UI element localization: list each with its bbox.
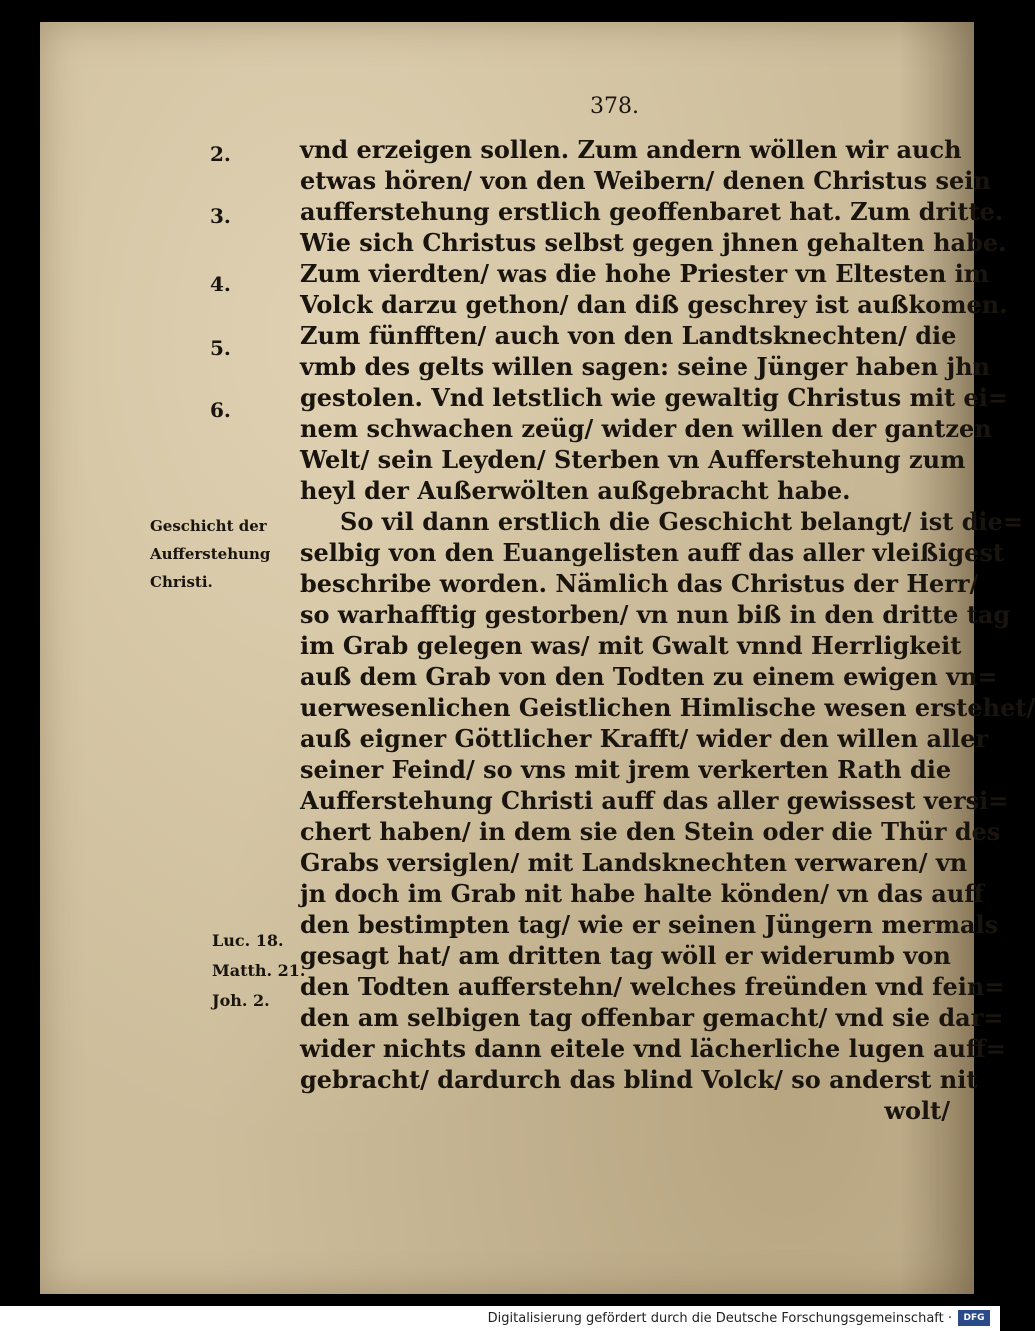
margin-note-references [212,926,362,1016]
text-line: jn doch im Grab nit habe halte könden/ vn das auff [300,879,984,908]
line-number: 2. [210,142,231,166]
funding-notice: Digitalisierung gefördert durch die Deutsche Forschungsgemeinschaft · [487,1311,952,1326]
text-line: nem schwachen zeüg/ wider den willen der gantzen [300,414,992,443]
text-line: selbig von den Euangelisten auff das aller vleißigest [300,538,1005,567]
line-number: 6. [210,398,231,422]
page-number: 378. [590,94,639,119]
margin-note-line: Geschicht der [150,517,267,535]
text-line: uerwesenlichen Geistlichen Himlische wesen erstehet/ [300,693,1035,722]
margin-reference: Matth. 21. [212,961,306,980]
text-line: heyl der Außerwölten außgebracht habe. [300,476,851,505]
text-line: gebracht/ dardurch das blind Volck/ so anderst nit [300,1065,978,1094]
text-line: Wie sich Christus selbst gegen jhnen gehalten habe. [300,228,1007,257]
paragraph-start-line: So vil dann erstlich die Geschicht belangt/ ist die= [340,507,1023,536]
text-line: so warhafftig gestorben/ vn nun biß in den dritte tag [300,600,1011,629]
text-line: Zum vierdten/ was die hohe Priester vn Eltesten im [300,259,990,288]
catchword-line: wolt/ [884,1096,950,1125]
text-line: Welt/ sein Leyden/ Sterben vn Aufferstehung zum [300,445,966,474]
text-line: vnd erzeigen sollen. Zum andern wöllen wir auch [300,135,962,164]
text-line: den am selbigen tag offenbar gemacht/ vnd sie dar= [300,1003,1004,1032]
text-line: Volck darzu gethon/ dan diß geschrey ist außkomen. [300,290,1008,319]
text-line: den Todten aufferstehn/ welches freünden vnd fein= [300,972,1005,1001]
text-line: vmb des gelts willen sagen: seine Jünger haben jhn [300,352,991,381]
text-line: im Grab gelegen was/ mit Gwalt vnnd Herrligkeit [300,631,962,660]
text-line: chert haben/ in dem sie den Stein oder die Thür des [300,817,1001,846]
dfg-logo: DFG [958,1310,990,1326]
margin-reference: Luc. 18. [212,931,284,950]
text-line: Grabs versiglen/ mit Landsknechten verwaren/ vn [300,848,968,877]
text-line: etwas hören/ von den Weibern/ denen Christus sein [300,166,991,195]
line-number: 5. [210,336,231,360]
text-line: Zum fünfften/ auch von den Landtsknechten/ die [300,321,957,350]
text-line: auß dem Grab von den Todten zu einem ewigen vn= [300,662,998,691]
margin-note-line: Christi. [150,573,213,591]
margin-reference: Joh. 2. [212,991,270,1010]
line-number: 3. [210,204,231,228]
text-line: gestolen. Vnd letstlich wie gewaltig Christus mit ei= [300,383,1008,412]
text-line: auß eigner Göttlicher Krafft/ wider den willen aller [300,724,989,753]
margin-note-line: Aufferstehung [150,545,271,563]
text-line: den bestimpten tag/ wie er seinen Jüngern mermals [300,910,999,939]
text-line: seiner Feind/ so vns mit jrem verkerten Rath die [300,755,952,784]
text-line: gesagt hat/ am dritten tag wöll er widerumb von [300,941,951,970]
text-line: Aufferstehung Christi auff das aller gewissest versi= [300,786,1009,815]
text-line: beschribe worden. Nämlich das Christus der Herr/ [300,569,979,598]
text-line: aufferstehung erstlich geoffenbaret hat. Zum dritte. [300,197,1004,226]
margin-note-geschicht [150,512,300,596]
line-number: 4. [210,272,231,296]
text-line: wider nichts dann eitele vnd lächerliche lugen auff= [300,1034,1006,1063]
